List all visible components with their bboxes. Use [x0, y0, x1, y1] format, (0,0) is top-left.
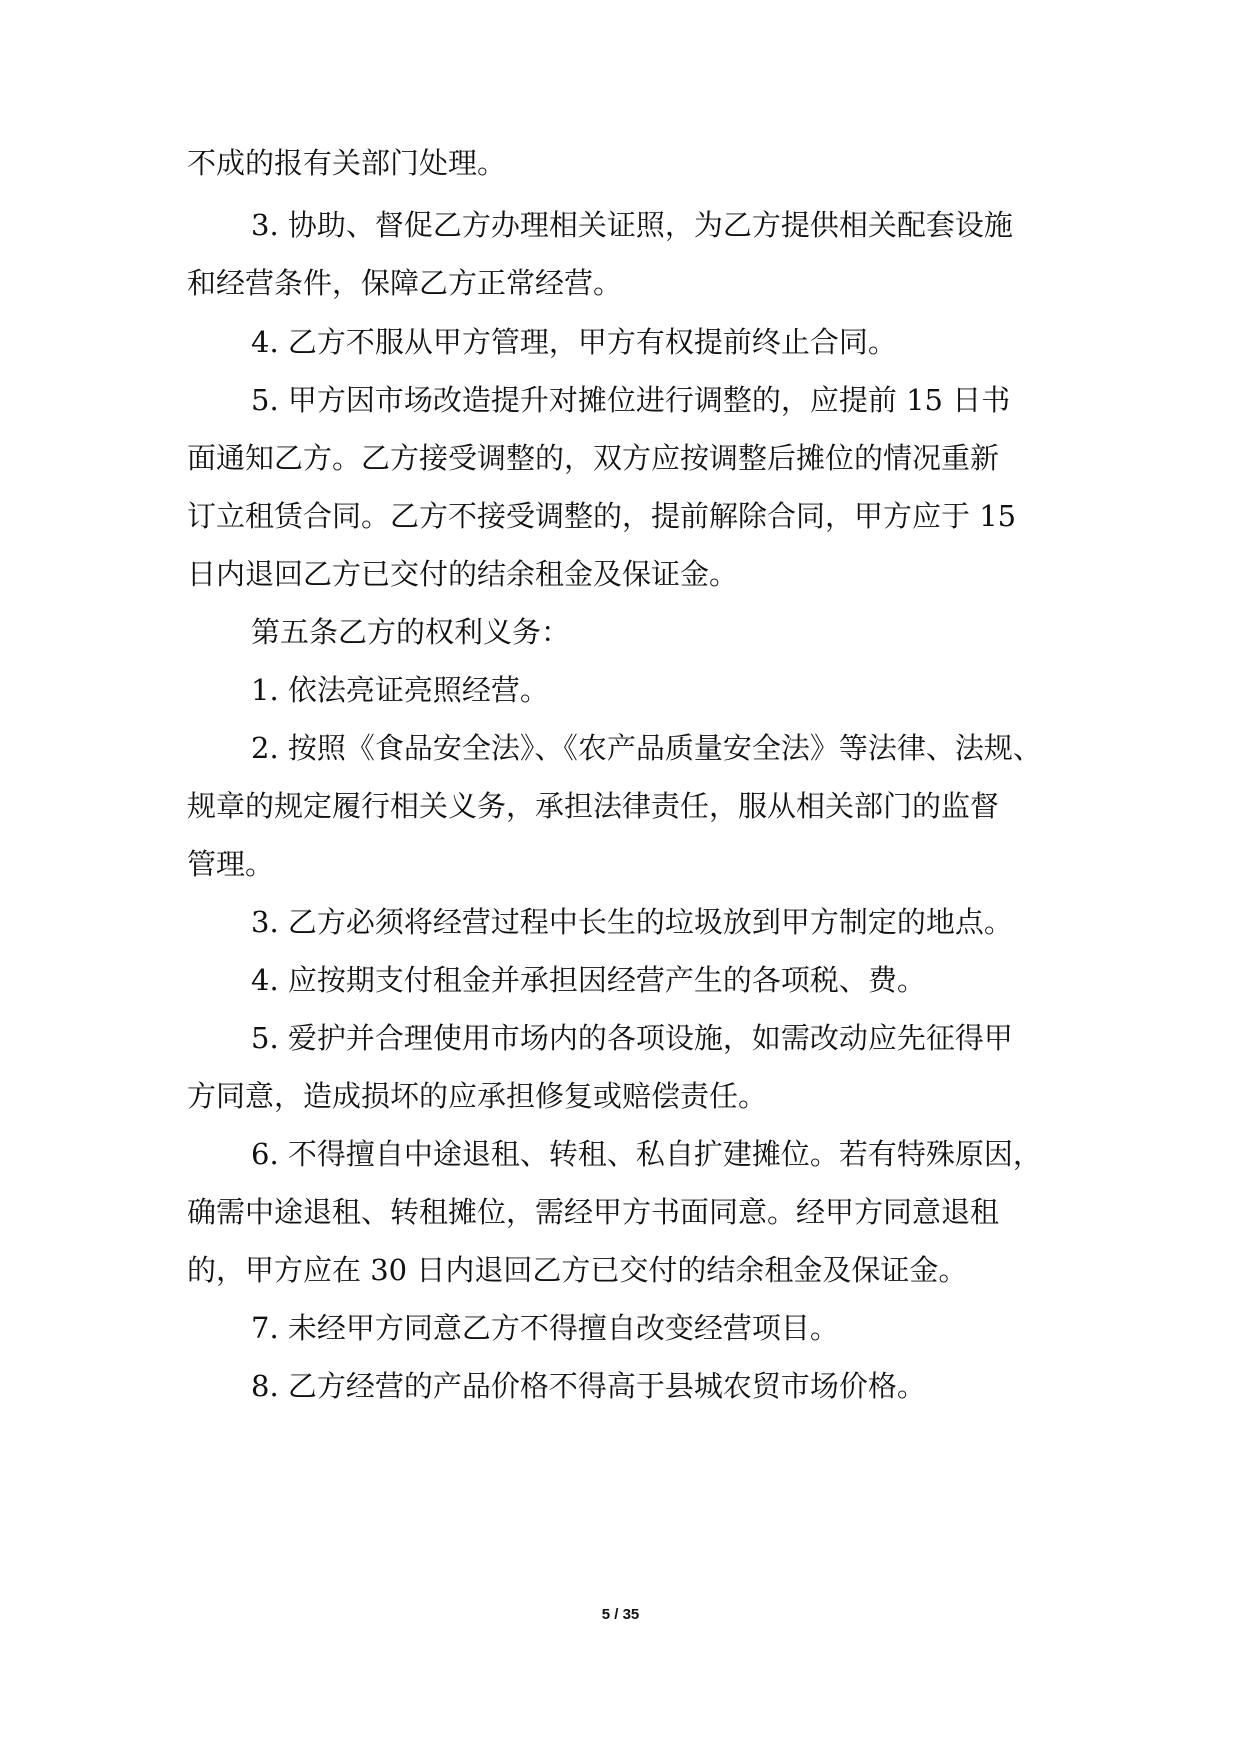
text-line: 4. 应按期支付租金并承担因经营产生的各项税、费。 — [251, 963, 926, 997]
text-line: 的，甲方应在 30 日内退回乙方已交付的结余租金及保证金。 — [187, 1253, 968, 1287]
text-line: 6. 不得擅自中途退租、转租、私自扩建摊位。若有特殊原因， — [251, 1137, 1042, 1171]
text-line: 1. 依法亮证亮照经营。 — [251, 673, 549, 707]
page-number: 5 / 35 — [601, 1606, 640, 1623]
text-line: 8. 乙方经营的产品价格不得高于县城农贸市场价格。 — [251, 1369, 926, 1403]
text-line: 日内退回乙方已交付的结余租金及保证金。 — [187, 557, 739, 591]
text-line: 面通知乙方。乙方接受调整的，双方应按调整后摊位的情况重新 — [187, 441, 1000, 475]
text-line: 7. 未经甲方同意乙方不得擅自改变经营项目。 — [251, 1311, 839, 1345]
section-heading: 第五条乙方的权利义务： — [251, 615, 571, 649]
text-line: 不成的报有关部门处理。 — [187, 146, 507, 180]
text-line: 确需中途退租、转租摊位，需经甲方书面同意。经甲方同意退租 — [187, 1195, 1000, 1229]
text-line: 3. 协助、督促乙方办理相关证照，为乙方提供相关配套设施 — [251, 208, 1013, 242]
text-line: 5. 爱护并合理使用市场内的各项设施，如需改动应先征得甲 — [251, 1021, 1013, 1055]
text-line: 2. 按照《食品安全法》、《农产品质量安全法》等法律、法规、 — [251, 731, 1042, 765]
text-line: 4. 乙方不服从甲方管理，甲方有权提前终止合同。 — [251, 325, 897, 359]
text-line: 5. 甲方因市场改造提升对摊位进行调整的，应提前 15 日书 — [251, 383, 1011, 417]
text-line: 规章的规定履行相关义务，承担法律责任，服从相关部门的监督 — [187, 789, 1000, 823]
text-line: 和经营条件，保障乙方正常经营。 — [187, 266, 623, 300]
text-line: 订立租赁合同。乙方不接受调整的，提前解除合同，甲方应于 15 — [187, 499, 1017, 533]
text-line: 管理。 — [187, 847, 275, 881]
text-line: 3. 乙方必须将经营过程中长生的垃圾放到甲方制定的地点。 — [251, 905, 1013, 939]
text-line: 方同意，造成损坏的应承担修复或赔偿责任。 — [187, 1079, 768, 1113]
